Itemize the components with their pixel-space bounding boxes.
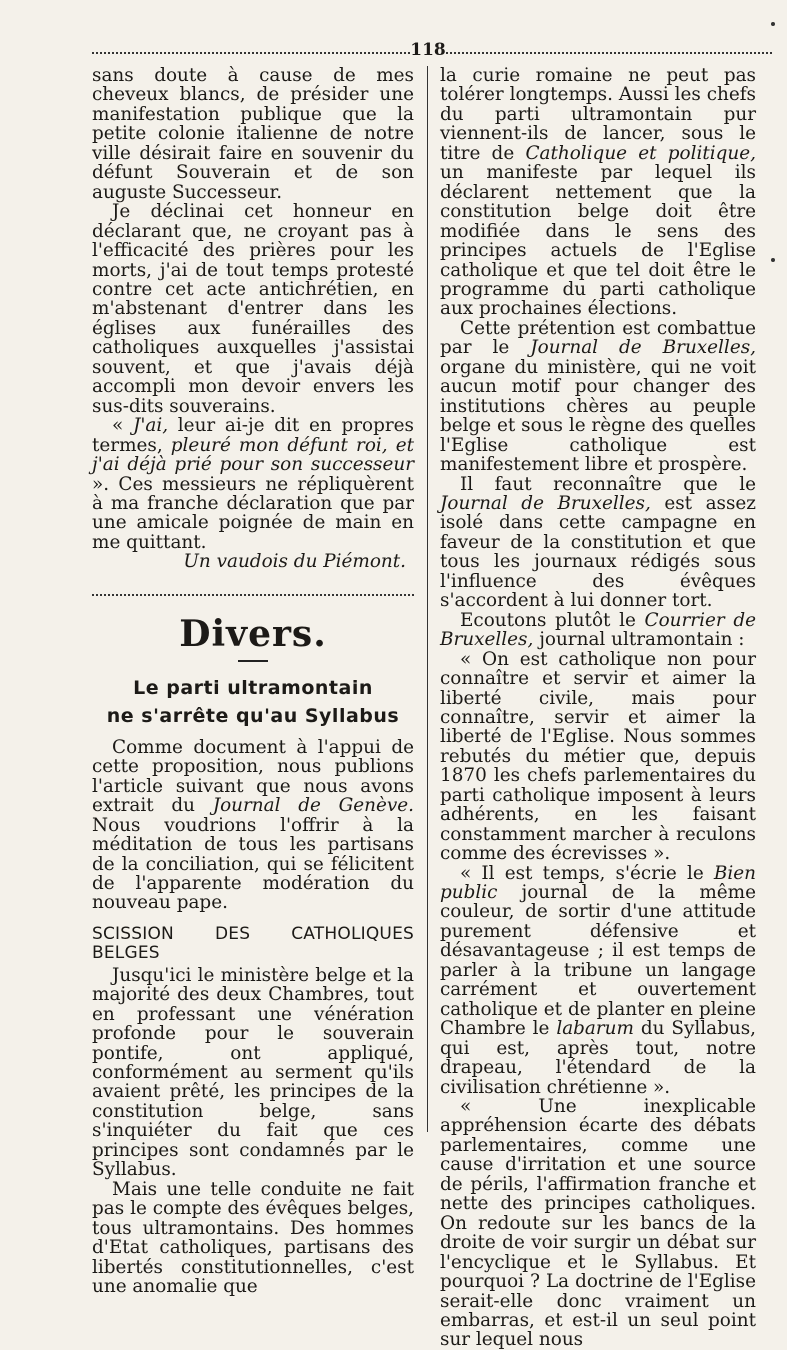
subheading: SCISSION DES CATHOLIQUES BELGES xyxy=(92,923,414,964)
left-paragraph-5: Jusqu'ici le ministère belge et la majorité des deux Chambres, tout en professant une vénération profonde pour le souverain pontife, ont appliqué, conformément au serment qu'ils avaient prêté, les principes de la constitution belge, sans s'inquiéter du fait que ces principes sont condamnés par le Syllabus. xyxy=(92,964,414,1181)
r1-italic: Catholique et politique, xyxy=(525,142,756,164)
r2-text-a: Cette prétention est combattue par le xyxy=(440,317,756,359)
article-title-line-1: Le parti ultramontain xyxy=(133,676,373,699)
left-paragraph-1: sans doute à cause de mes cheveux blancs, de présider une manifestation publique que la petite colonie italienne de notre ville désirait faire en souvenir du défunt Souverain et de son auguste Successeur. xyxy=(92,65,414,203)
column-divider xyxy=(427,66,428,1132)
r6-italic-2: labarum xyxy=(556,1018,634,1040)
right-paragraph-4 xyxy=(440,611,756,650)
right-paragraph-6 xyxy=(440,864,756,1097)
right-column xyxy=(440,66,756,1350)
r1-text-a: la curie romaine ne peut pas tolérer longtemps. Aussi les chefs du parti ultramontain pur viennent-ils de lancer, sous le titre de xyxy=(440,65,756,164)
r2-italic: Journal de Bruxelles, xyxy=(530,337,756,359)
r3-text-b: est assez isolé dans cette campagne en faveur de la constitution et que tous les journaux rédigés sous l'influence des évêques s'accordent à lui donner tort. xyxy=(440,492,756,612)
r6-text-c: du Syllabus, qui est, après tout, notre drapeau, l'étendard de la civilisation chrétienne ». xyxy=(440,1018,756,1098)
r6-text-b: journal de la même couleur, de sortir d'une attitude purement défensive et désavantageuse ; il est temps de parler à la tribune un langage carrément et ouvertement catholique et de planter en pleine Chambre le xyxy=(440,882,756,1040)
article-title xyxy=(92,674,414,730)
left-column xyxy=(92,66,414,1296)
right-paragraph-7: « Une inexplicable appréhension écarte des débats parlementaires, comme une cause d'irritation et une source de périls, l'affirmation franche et nette des principes catholiques. On redoute sur les bancs de la droite de voir surgir un débat sur l'encyclique et le Syllabus. Et pourquoi ? La doctrine de l'Eglise serait-elle donc vraiment un embarras, et est-il un seul point sur lequel nous xyxy=(440,1096,756,1350)
p4-text-a: Comme document à l'appui de cette proposition, nous publions l'article suivant que nous avons extrait du xyxy=(92,736,414,817)
page-header xyxy=(92,38,772,62)
left-paragraph-4 xyxy=(92,738,414,913)
quote-italic-1: J'ai, xyxy=(132,415,169,437)
p4-italic: Journal de Genève. xyxy=(212,795,414,817)
margin-dot xyxy=(771,22,775,26)
article-title-line-2: ne s'arrête qu'au Syllabus xyxy=(106,704,400,727)
section-separator xyxy=(92,594,414,596)
r6-text-a: « Il est temps, s'écrie le xyxy=(460,862,714,884)
header-rule-right xyxy=(446,52,772,54)
r3-italic: Journal de Bruxelles, xyxy=(440,492,651,514)
left-paragraph-6: Mais une telle conduite ne fait pas le compte des évêques belges, tous ultramontains. Des hommes d'Etat catholiques, partisans des libertés constitutionnelles, c'est une anomalie que xyxy=(92,1178,414,1298)
r4-italic: Courrier de Bruxelles, xyxy=(440,609,756,651)
r4-text-a: Ecoutons plutôt le xyxy=(460,609,645,631)
quote-open: « xyxy=(112,415,133,437)
quote-text-b: ». Ces messieurs ne répliquèrent à ma franche déclaration que par une amicale poignée de main en me quittant. xyxy=(92,473,414,553)
page-number: 118 xyxy=(410,40,446,60)
r1-text-b: un manifeste par lequel ils déclarent nettement que la constitution belge doit être modifiée dans le sens des principes actuels de l'Eglise catholique et que tel doit être le programme du parti catholique aux prochaines élections. xyxy=(440,162,756,320)
left-paragraph-3 xyxy=(92,416,414,552)
margin-dot xyxy=(771,258,775,262)
r6-italic: Bien public xyxy=(440,862,756,904)
section-title: Divers. xyxy=(179,612,327,655)
r3-text-a: Il faut reconnaître que le xyxy=(460,473,756,495)
quote-italic-2: pleuré mon défunt roi, et j'ai déjà prié pour son successeur xyxy=(92,434,414,476)
left-paragraph-2: Je déclinai cet honneur en déclarant que, ne croyant pas à l'efficacité des prières pour les morts, j'ai de tout temps protesté contre cet acte antichrétien, en m'abstenant d'entrer dans les églises aux funérailles des catholiques auxquelles j'assistai souvent, et que j'avais déjà accompli mon devoir envers les sus-dits souverains. xyxy=(92,201,414,417)
right-paragraph-5: « On est catholique non pour connaître et servir et aimer la liberté civile, mais pour connaître, servir et aimer la liberté de l'Eglise. Nous sommes rebutés du métier que, depuis 1870 les chefs parlementaires du parti catholique imposent à leurs adhérents, en les faisant constamment marcher à reculons comme des écrevisses ». xyxy=(440,648,756,865)
signature: Un vaudois du Piémont. xyxy=(183,551,406,573)
right-paragraph-1 xyxy=(440,66,756,319)
quote-text-a: leur ai-je dit en propres termes, xyxy=(92,415,414,456)
p4-text-b: Nous voudrions l'offrir à la méditation de tous les partisans de la conciliation, qui se félicitent de l'apparente modération du nouveau pape. xyxy=(92,814,414,914)
header-rule-left xyxy=(92,52,410,54)
short-rule xyxy=(238,660,268,662)
r4-text-b: journal ultramontain : xyxy=(533,629,745,651)
right-paragraph-3 xyxy=(440,475,756,611)
r2-text-b: organe du ministère, qui ne voit aucun motif pour changer des institutions chères au peuple belge et sous le règne des quelles l'Eglise catholique est manifestement libre et prospère. xyxy=(440,356,756,476)
right-paragraph-2 xyxy=(440,319,756,475)
